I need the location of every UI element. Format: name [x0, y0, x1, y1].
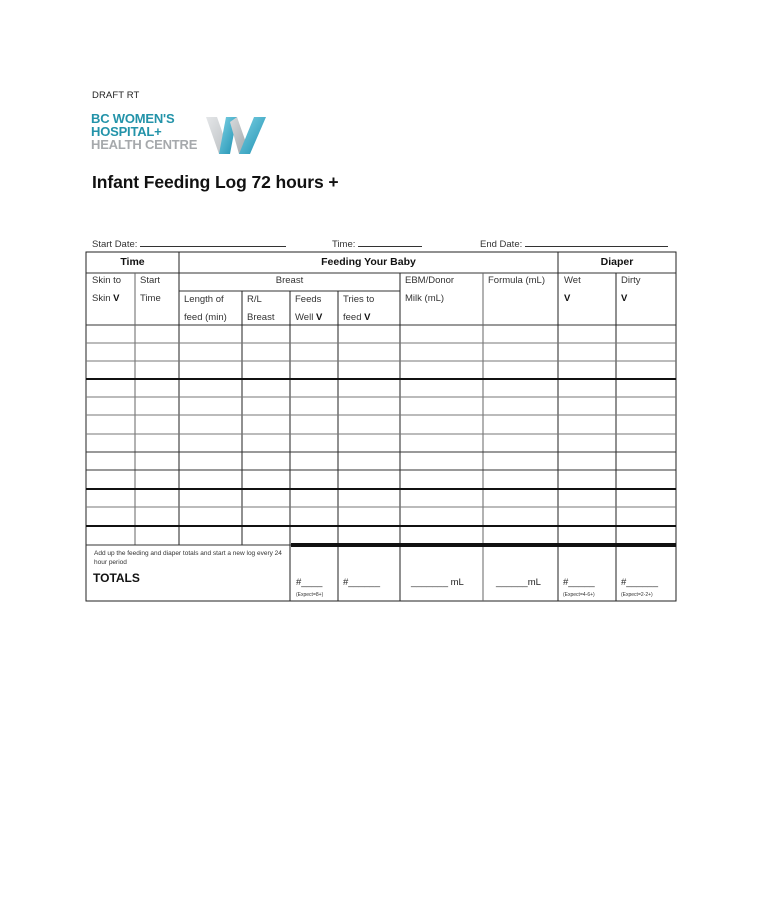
table-cell[interactable]: [341, 490, 397, 506]
table-cell[interactable]: [341, 453, 397, 469]
table-cell[interactable]: [293, 398, 335, 414]
table-cell[interactable]: [403, 416, 480, 433]
table-cell[interactable]: [341, 362, 397, 378]
table-cell[interactable]: [403, 453, 480, 469]
table-cell[interactable]: [486, 453, 555, 469]
expect-feeds-well: (Expect=8+): [296, 592, 324, 598]
table-cell[interactable]: [403, 362, 480, 378]
table-cell[interactable]: [138, 344, 176, 360]
col-length-of-feed: Length of feed (min): [184, 294, 227, 323]
table-cell[interactable]: [403, 326, 480, 342]
table-cell[interactable]: [293, 508, 335, 525]
table-cell[interactable]: [182, 398, 239, 414]
page-title: Infant Feeding Log 72 hours +: [92, 172, 339, 192]
table-cell[interactable]: [182, 344, 239, 360]
table-cell[interactable]: [561, 326, 613, 342]
table-cell[interactable]: [293, 380, 335, 396]
logo-line-2: HOSPITAL+: [91, 124, 162, 139]
table-cell[interactable]: [182, 380, 239, 396]
table-cell[interactable]: [561, 398, 613, 414]
table-cell[interactable]: [619, 362, 673, 378]
table-cell[interactable]: [341, 416, 397, 433]
table-cell[interactable]: [293, 490, 335, 506]
col-dirty: Dirty V: [621, 272, 641, 308]
table-cell[interactable]: [182, 416, 239, 433]
table-cell[interactable]: [486, 508, 555, 525]
table-cell[interactable]: [138, 490, 176, 506]
expect-dirty: (Expect=2-2+): [621, 592, 653, 598]
checkmark-icon: V: [564, 293, 571, 304]
table-cell[interactable]: [561, 380, 613, 396]
table-cell[interactable]: [138, 362, 176, 378]
table-cell[interactable]: [245, 508, 287, 525]
table-cell[interactable]: [138, 471, 176, 488]
checkmark-icon: V: [113, 293, 120, 304]
table-cell[interactable]: [341, 471, 397, 488]
table-cell[interactable]: [619, 490, 673, 506]
logo-line-1: BC WOMEN'S: [91, 111, 175, 126]
table-cell[interactable]: [89, 453, 132, 469]
logo-line-3: HEALTH CENTRE: [91, 137, 198, 152]
start-date-label: Start Date:: [92, 239, 138, 250]
start-date-input[interactable]: [140, 238, 286, 247]
table-cell[interactable]: [245, 344, 287, 360]
table-cell[interactable]: [341, 344, 397, 360]
checkmark-icon: V: [621, 293, 628, 304]
table-cell[interactable]: [245, 453, 287, 469]
table-cell[interactable]: [341, 380, 397, 396]
total-wet[interactable]: #_____: [563, 577, 595, 588]
totals-label: TOTALS: [93, 571, 140, 585]
table-cell[interactable]: [182, 326, 239, 342]
hospital-logo: [91, 112, 281, 160]
col-skin-to-skin: Skin to Skin V: [92, 275, 122, 304]
table-cell[interactable]: [619, 380, 673, 396]
table-cell[interactable]: [619, 326, 673, 342]
table-cell[interactable]: [486, 527, 555, 544]
table-cell[interactable]: [486, 344, 555, 360]
table-cell[interactable]: [403, 435, 480, 451]
table-cell[interactable]: [182, 362, 239, 378]
header-feeding-your-baby: Feeding Your Baby: [321, 256, 416, 268]
table-cell[interactable]: [561, 362, 613, 378]
table-cell[interactable]: [89, 471, 132, 488]
table-cell[interactable]: [293, 527, 335, 544]
total-dirty[interactable]: #______: [621, 577, 658, 588]
table-cell[interactable]: [138, 326, 176, 342]
table-cell[interactable]: [138, 435, 176, 451]
table-cell[interactable]: [245, 362, 287, 378]
table-cell[interactable]: [245, 380, 287, 396]
table-cell[interactable]: [403, 508, 480, 525]
total-feeds-well[interactable]: #____: [296, 577, 323, 588]
table-cell[interactable]: [619, 435, 673, 451]
table-cell[interactable]: [293, 416, 335, 433]
col-feeds-well: Feeds Well V: [295, 294, 323, 323]
table-cell[interactable]: [486, 398, 555, 414]
end-date-field[interactable]: [480, 238, 668, 250]
table-cell[interactable]: [619, 471, 673, 488]
table-cell[interactable]: [341, 508, 397, 525]
table-cell[interactable]: [403, 398, 480, 414]
table-cell[interactable]: [486, 380, 555, 396]
col-rl-breast: R/L Breast: [247, 294, 275, 323]
end-date-label: End Date:: [480, 239, 523, 250]
header-time: Time: [120, 256, 145, 268]
table-cell[interactable]: [89, 435, 132, 451]
table-cell[interactable]: [182, 435, 239, 451]
time-field[interactable]: [332, 238, 422, 250]
end-date-input[interactable]: [525, 238, 668, 247]
draft-label: DRAFT RT: [92, 90, 140, 101]
table-cell[interactable]: [293, 471, 335, 488]
table-cell[interactable]: [486, 326, 555, 342]
table-cell[interactable]: [293, 362, 335, 378]
table-cell[interactable]: [138, 453, 176, 469]
table-cell[interactable]: [486, 416, 555, 433]
table-cell[interactable]: [293, 435, 335, 451]
table-cell[interactable]: [245, 435, 287, 451]
table-cell[interactable]: [245, 398, 287, 414]
table-cell[interactable]: [182, 490, 239, 506]
table-cell[interactable]: [403, 380, 480, 396]
table-cell[interactable]: [245, 527, 287, 544]
col-ebm-donor-milk: EBM/Donor Milk (mL): [405, 275, 455, 304]
table-cell[interactable]: [89, 344, 132, 360]
table-cell[interactable]: [89, 416, 132, 433]
table-cell[interactable]: [182, 453, 239, 469]
table-cell[interactable]: [138, 398, 176, 414]
table-cell[interactable]: [182, 527, 239, 544]
table-cell[interactable]: [619, 453, 673, 469]
table-cell[interactable]: [89, 490, 132, 506]
logo-w-mark-icon: [204, 114, 268, 156]
table-cell[interactable]: [138, 527, 176, 544]
table-cell[interactable]: [245, 471, 287, 488]
time-input[interactable]: [358, 238, 422, 247]
table-cell[interactable]: [89, 326, 132, 342]
time-label: Time:: [332, 239, 356, 250]
table-cell[interactable]: [89, 508, 132, 525]
table-cell[interactable]: [619, 416, 673, 433]
table-cell[interactable]: [245, 490, 287, 506]
expect-wet: (Expect=4-6+): [563, 592, 595, 598]
table-cell[interactable]: [138, 380, 176, 396]
table-cell[interactable]: [561, 344, 613, 360]
table-cell[interactable]: [619, 398, 673, 414]
col-tries-to-feed: Tries to feed V: [343, 294, 375, 323]
table-cell[interactable]: [403, 527, 480, 544]
table-cell[interactable]: [182, 508, 239, 525]
table-cell[interactable]: [403, 490, 480, 506]
table-cell[interactable]: [561, 508, 613, 525]
table-cell[interactable]: [138, 508, 176, 525]
table-cell[interactable]: [89, 398, 132, 414]
table-cell[interactable]: [561, 527, 613, 544]
table-cell[interactable]: [182, 471, 239, 488]
col-wet: Wet V: [564, 272, 581, 308]
table-cell[interactable]: [486, 362, 555, 378]
table-cell[interactable]: [561, 435, 613, 451]
col-start-time: Start Time: [140, 275, 161, 304]
checkmark-icon: V: [364, 312, 371, 323]
table-cell[interactable]: [89, 527, 132, 544]
table-cell[interactable]: [293, 344, 335, 360]
header-breast: Breast: [275, 275, 304, 286]
table-cell[interactable]: [341, 398, 397, 414]
start-date-field[interactable]: [92, 238, 286, 250]
table-cell[interactable]: [245, 416, 287, 433]
table-cell[interactable]: [403, 344, 480, 360]
table-cell[interactable]: [561, 416, 613, 433]
table-cell[interactable]: [561, 453, 613, 469]
table-cell[interactable]: [619, 508, 673, 525]
checkmark-icon: V: [315, 312, 323, 323]
total-ebm-donor[interactable]: _______ mL: [411, 577, 464, 588]
total-formula[interactable]: ______mL: [496, 577, 541, 588]
table-cell[interactable]: [561, 471, 613, 488]
table-cell[interactable]: [486, 490, 555, 506]
table-cell[interactable]: [293, 326, 335, 342]
table-cell[interactable]: [561, 490, 613, 506]
col-formula: Formula (mL): [488, 275, 546, 286]
table-cell[interactable]: [486, 471, 555, 488]
total-tries-to-feed[interactable]: #______: [343, 577, 380, 588]
totals-note: Add up the feeding and diaper totals and start a new log every 24 hour period: [94, 550, 282, 566]
table-cell[interactable]: [486, 435, 555, 451]
table-cell[interactable]: [619, 344, 673, 360]
table-cell[interactable]: [293, 453, 335, 469]
table-cell[interactable]: [138, 416, 176, 433]
table-cell[interactable]: [245, 326, 287, 342]
header-diaper: Diaper: [600, 256, 634, 268]
table-cell[interactable]: [341, 435, 397, 451]
table-cell[interactable]: [341, 326, 397, 342]
table-cell[interactable]: [619, 527, 673, 544]
table-cell[interactable]: [89, 362, 132, 378]
table-cell[interactable]: [341, 527, 397, 544]
table-cell[interactable]: [403, 471, 480, 488]
table-cell[interactable]: [89, 380, 132, 396]
